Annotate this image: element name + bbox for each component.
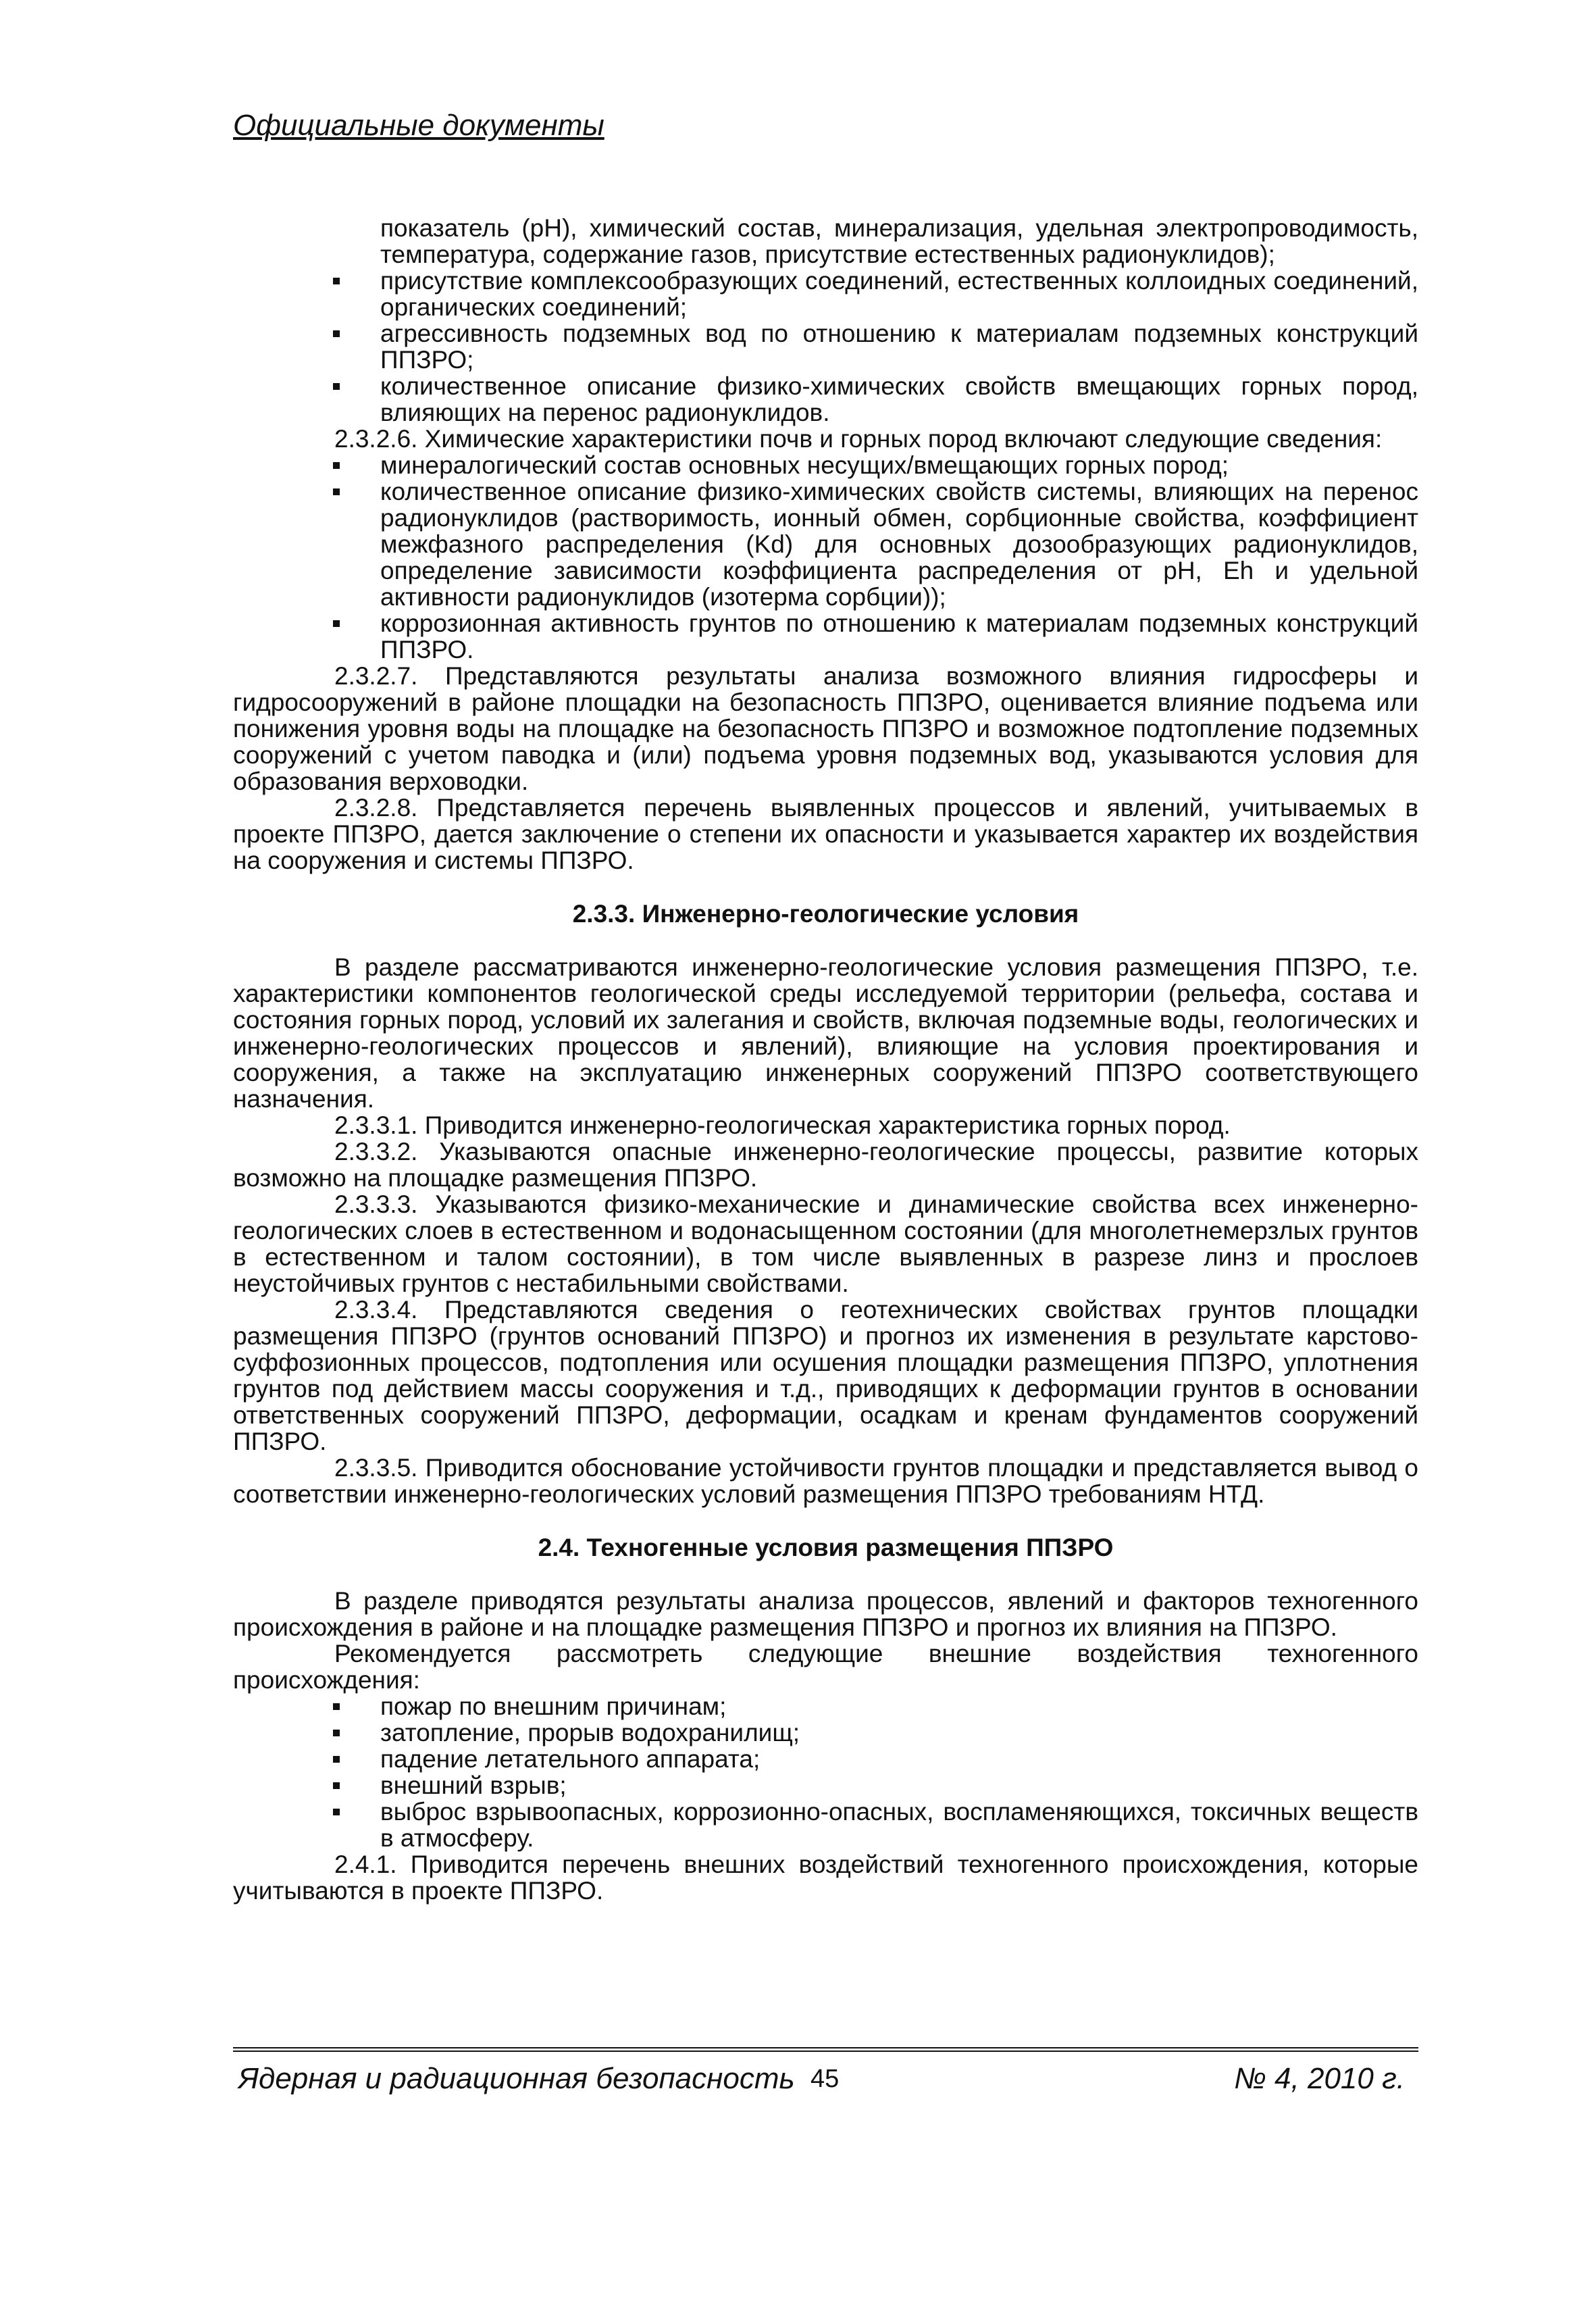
bullet-list-chemical-characteristics bbox=[233, 452, 1418, 663]
paragraph-2-3-3-1: 2.3.3.1. Приводится инженерно-геологическая характеристика горных пород. bbox=[334, 1111, 1231, 1139]
paragraph-2-3-2-7: 2.3.2.7. Представляются результаты анализа возможного влияния гидросферы и гидросооружений в районе площадки на безопасность ППЗРО, оценивается влияние подъема или понижения уровня воды на площадке на безопасность ППЗРО и возможное подтопление подземных сооружений с учетом паводка и (или) подъема уровня подземных вод, указываются условия для образования верховодки. bbox=[233, 662, 1418, 795]
paragraph-2-4-intro: В разделе приводятся результаты анализа процессов, явлений и факторов техногенного происхождения в районе и на площадке размещения ППЗРО и прогноз их влияния на ППЗРО. bbox=[233, 1587, 1418, 1641]
paragraph-2-3-3-5: 2.3.3.5. Приводится обоснование устойчивости грунтов площадки и представляется вывод о соответствии инженерно-геологических условий размещения ППЗРО требованиям НТД. bbox=[233, 1454, 1418, 1508]
list-item: выброс взрывоопасных, коррозионно-опасных, воспламеняющихся, токсичных веществ в атмосферу. bbox=[233, 1799, 1418, 1851]
issue-number: № 4, 2010 г. bbox=[1234, 2062, 1405, 2095]
bullet-list-water-properties bbox=[233, 268, 1418, 426]
journal-title: Ядерная и радиационная безопасность bbox=[238, 2062, 795, 2095]
paragraph-2-3-3-4: 2.3.3.4. Представляются сведения о геотехнических свойствах грунтов площадки размещения ППЗРО (грунтов оснований ППЗРО) и прогноз их изменения в результате карстово-суффозионных процессов, подтопления или осушения площадки размещения ППЗРО, уплотнения грунтов под действием массы сооружения и т.д., приводящих к деформации грунтов в основании ответственных сооружений ППЗРО, деформации, осадкам и кренам фундаментов сооружений ППЗРО. bbox=[233, 1296, 1418, 1455]
page-number: 45 bbox=[810, 2065, 840, 2093]
page-footer bbox=[233, 2047, 1418, 2095]
bullet-list-external-impacts bbox=[233, 1693, 1418, 1851]
list-item: количественное описание физико-химических свойств системы, влияющих на перенос радионуклидов (растворимость, ионный обмен, сорбционные свойства, коэффициент межфазного распределения (Kd) для основных дозообразующих радионуклидов, определение зависимости коэффициента распределения от pH, Eh и удельной активности радионуклидов (изотерма сорбции)); bbox=[233, 478, 1418, 610]
paragraph-2-3-2-6: 2.3.2.6. Химические характеристики почв и горных пород включают следующие сведения: bbox=[334, 425, 1383, 453]
list-item: внешний взрыв; bbox=[233, 1772, 1418, 1799]
paragraph-2-3-3-intro: В разделе рассматриваются инженерно-геологические условия размещения ППЗРО, т.е. характеристики компонентов геологической среды исследуемой территории (рельефа, состава и состояния горных пород, условий их залегания и свойств, включая подземные воды, геологических и инженерно-геологических процессов и явлений), влияющие на условия проектирования и сооружения, а также на эксплуатацию инженерных сооружений ППЗРО соответствующего назначения. bbox=[233, 953, 1418, 1113]
page-body bbox=[233, 215, 1418, 1904]
list-item: присутствие комплексообразующих соединений, естественных коллоидных соединений, органических соединений; bbox=[233, 268, 1418, 320]
paragraph-2-3-3-3: 2.3.3.3. Указываются физико-механические и динамические свойства всех инженерно-геологических слоев в естественном и водонасыщенном состоянии (для многолетнемерзлых грунтов в естественном и талом состоянии), в том числе выявленных в разрезе линз и прослоев неустойчивых грунтов с нестабильными свойствами. bbox=[233, 1190, 1418, 1297]
section-heading-2-4: 2.4. Техногенные условия размещения ППЗРО bbox=[538, 1534, 1114, 1561]
list-item: падение летательного аппарата; bbox=[233, 1746, 1418, 1772]
section-heading-2-3-3: 2.3.3. Инженерно-геологические условия bbox=[572, 900, 1079, 928]
list-item: минералогический состав основных несущих/вмещающих горных пород; bbox=[233, 452, 1418, 478]
list-item: затопление, прорыв водохранилищ; bbox=[233, 1719, 1418, 1746]
paragraph-2-4-recommendation: Рекомендуется рассмотреть следующие внешние воздействия техногенного происхождения: bbox=[233, 1640, 1418, 1694]
paragraph-2-3-3-2: 2.3.3.2. Указываются опасные инженерно-геологические процессы, развитие которых возможно на площадке размещения ППЗРО. bbox=[233, 1138, 1418, 1192]
list-item: количественное описание физико-химических свойств вмещающих горных пород, влияющих на перенос радионуклидов. bbox=[233, 373, 1418, 426]
list-continuation: показатель (pH), химический состав, минерализация, удельная электропроводимость, температура, содержание газов, присутствие естественных радионуклидов); bbox=[380, 214, 1418, 268]
paragraph-2-3-2-8: 2.3.2.8. Представляется перечень выявленных процессов и явлений, учитываемых в проекте ППЗРО, дается заключение о степени их опасности и указывается характер их воздействия на сооружения и системы ППЗРО. bbox=[233, 794, 1418, 874]
list-item: агрессивность подземных вод по отношению к материалам подземных конструкций ППЗРО; bbox=[233, 320, 1418, 373]
paragraph-2-4-1: 2.4.1. Приводится перечень внешних воздействий техногенного происхождения, которые учитываются в проекте ППЗРО. bbox=[233, 1851, 1418, 1905]
list-item: коррозионная активность грунтов по отношению к материалам подземных конструкций ППЗРО. bbox=[233, 610, 1418, 663]
running-header: Официальные документы bbox=[233, 109, 604, 142]
list-item: пожар по внешним причинам; bbox=[233, 1693, 1418, 1719]
